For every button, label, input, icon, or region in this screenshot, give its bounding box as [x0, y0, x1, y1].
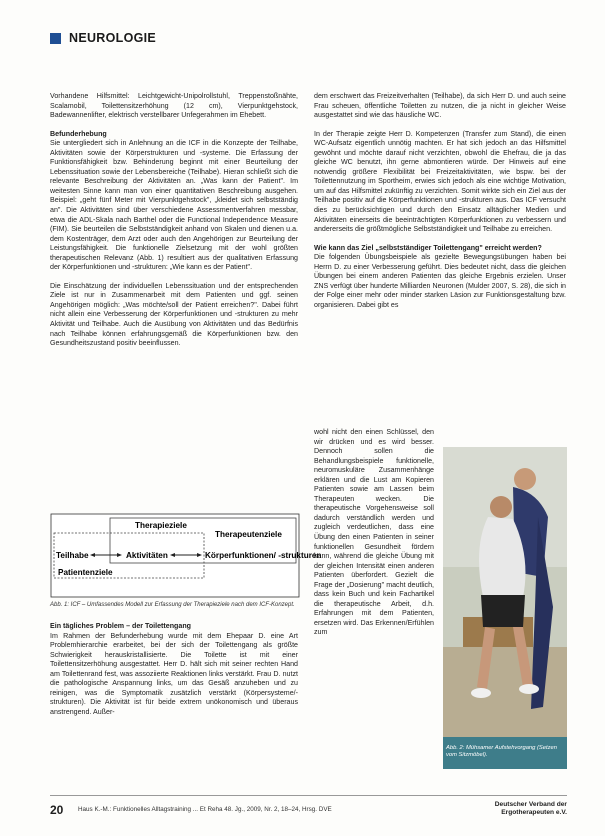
figure-2-caption: Abb. 2: Mühsamer Aufstehvorgang (Setzen vom Sitzmöbel).: [446, 745, 557, 758]
koerperfunktionen-label: Körperfunktionen/ -strukturen: [205, 551, 322, 560]
patientenziele-label: Patientenziele: [58, 568, 113, 577]
body-paragraph: Die Einschätzung der individuellen Lebenssituation und der entsprechenden Ziele ist nur in Zusammenarbeit mit dem Patienten und ggf. seinen Angehörigen möglich: „Was möchte/soll der Patient erreichen?". Dabei führt nicht allein eine Verbesserung der Körperfunktionen und -strukturen zu mehr Aktivität und Teilhabe. Auch die Ausübung von Aktivitäten und das Bedürfnis nach Teilhabe können erfahrungsgemäß die Körperfunktionen bzw. den Gesundheitszustand positiv beeinflussen.: [50, 281, 298, 348]
icf-goals-diagram: [50, 513, 322, 598]
right-column: [314, 92, 566, 319]
wrapped-paragraph: wohl nicht den einen Schlüssel, den wir drücken und es wird besser. Dennoch sollen die Behandlungsbeispiele funktionelle, neuromuskuläre Zusammenhänge erklären und die Lust am Kopieren Patienten sowie am Lassen beim Therapeuten wecken. Die therapeutische Vorgehensweise soll dadurch verständlich werden und zugleich verdeutlichen, dass eine Übung den einen Patienten in seiner funktionellen Gesundheit fördern kann, während die gleiche Übung mit der gleichen Intensität einen anderen Patienten überfordert. Gezielt die Frage der „Dosierung" macht deutlich, dass kein Buch und kein Fachartikel die therapeutische Arbeit, d.h. Erfahrungen mit dem Patienten, ersetzen wird. Das Erkennen/Erfühlen zum: [314, 428, 434, 637]
publisher-brand: Deutscher Verband der Ergotherapeuten e.V.: [494, 801, 567, 816]
body-paragraph: In der Therapie zeigte Herr D. Kompetenzen (Transfer zum Stand), die einen WC-Aufsatz eigentlich unnötig machten. Er hat sich jedoch an das Hilfsmittel gewöhnt und möchte darauf nicht verzichten, obwohl die Ehefrau, die ja das gleiche WC benutzt, ihn gerne abmontieren würde. Der Hinweis auf eine notwendig größere Flexibilität bei Freizeitaktivitäten, wie bspw. bei der Toilettennutzung im Sportheim, erwies sich jedoch als eine wichtige Motivation, um auf das Hilfsmittel zukünftig zu verzichten. Somit wirkte sich ein Ziel aus der Teilhabe positiv auf die Körperfunktionen und -strukturen aus. Das ICF versucht dies zu berücksichtigen und durch den Einsatz alltäglicher Medien und Aktivitäten einerseits die beeinträchtigten Körperfunktionen zu verbessern und andererseits die größtmögliche Selbstständigkeit und Teilhabe zu erreichen.: [314, 129, 566, 234]
therapy-photo: [443, 447, 567, 769]
left-column-bottom: [50, 622, 298, 726]
body-paragraph: dem erschwert das Freizeitverhalten (Teilhabe), da sich Herr D. und auch seine Frau scheuen, öffentliche Toiletten zu nutzen, die ja nicht in gleicher Weise ausgestattet sind wie das häusliche WC.: [314, 92, 566, 120]
heading-ziel: Wie kann das Ziel „selbstständiger Toilettengang" erreicht werden?: [314, 243, 542, 252]
therapieziele-label: Therapieziele: [135, 521, 187, 530]
body-paragraph: Im Rahmen der Befunderhebung wurde mit dem Ehepaar D. eine Art Problemhierarchie erarbeitet, bei der sich der Toilettengang als größte Schwierigkeit herauskristallisierte. Die Toilette ist mit einer Toilettensitzerhöhung ausgestattet. Herr D. hält sich mit seiner rechten Hand am Toilettenrand fest, was assoziierte Reaktionen links verstärkt. Frau D. nutzt die pathologische Anspannung links, um das Gesäß anzuheben und zu reinigen, was die Symptomatik zusätzlich verstärkt (Körpersysteme/-strukturen). Die Aktivität ist für beide extrem unökonomisch und überaus anstrengend. Außer-: [50, 631, 298, 716]
left-column-top: [50, 92, 298, 358]
page-number: 20: [50, 803, 64, 817]
therapy-photo-illustration: [443, 447, 567, 769]
heading-befunderhebung: Befunderhebung: [50, 129, 107, 138]
body-paragraph: Sie untergliedert sich in Anlehnung an die ICF in die Konzepte der Teilhabe, Aktivitäten sowie der Körperstrukturen und -systeme. Die Erfassung der Funktionsfähigkeit bzw. Behinderung beginnt mit einer Beurteilung der Lebenssituation sowie der Lebensbereiche (Teilhabe). Hieran schließt sich die relevante Beschreibung der Aktivitäten an. „Was kann der Patient". Im weitesten Sinne kann man von einer quantitativen Beschreibung ausgehen. Beispiel: „geht fünf Meter mit Vierpunktgehstock", „kleidet sich selbstständig an". Die Aktivitäten sind über verschiedene Assessmentverfahren messbar, etwa die ADL-Skala nach Barthel oder die Functional Independence Measure (FIM). Sie beurteilen die Selbstständigkeit anhand von Skalen und dienen u.a. dem Kostenträger, dem Arzt oder auch den Angehörigen zur Beurteilung der Leistungsfähigkeit. Die funktionelle Zielsetzung mit der wohl größten therapeutischen Relevanz (Abb. 1) resultiert aus der qualitativen Erfassung der Körperfunktionen und -strukturen: „Wie kann es der Patient".: [50, 139, 298, 272]
section-header: [50, 31, 156, 45]
body-paragraph: Die folgenden Übungsbeispiele als gezielte Bewegungsübungen haben bei Herrn D. zu einer Verbesserung geführt. Dies bedeutet nicht, dass die gleichen Übungen bei einem anderen Patienten das gleiche Ergebnis erzielen. Unser ZNS verfügt über hunderte Milliarden Neuronen (Mulder 2007, S. 28), die sich in der Folge einer mehr oder minder starken Läsion zur Funktionsgestaltung bzw. organisieren. Dabei gibt es: [314, 253, 566, 309]
footer-divider: [50, 795, 567, 796]
section-marker-icon: [50, 33, 61, 44]
therapeutenziele-label: Therapeutenziele: [215, 530, 282, 539]
figure-1-caption: Abb. 1: ICF – Umfassendes Modell zur Erfassung der Therapieziele nach dem ICF-Konzept.: [50, 602, 295, 608]
heading-toilettengang: Ein tägliches Problem – der Toilettengang: [50, 622, 191, 630]
citation: Haus K.-M.: Funktionelles Alltagstraining ... Et Reha 48. Jg., 2009, Nr. 2, 18–24, Hrsg. DVE: [78, 806, 332, 813]
section-title: NEUROLOGIE: [69, 31, 157, 45]
aktivitaeten-label: Aktivitäten: [126, 551, 168, 560]
teilhabe-label: Teilhabe: [56, 551, 89, 560]
intro-paragraph: Vorhandene Hilfsmittel: Leichtgewicht-Unipolrollstuhl, Treppenstoßnähte, Scalamobil, Toilettensitzerhöhung (12 cm), Vierpunktgehstock, Badewannenlifter, elektrisch verstellbarer Unfegerahmen im Ehebett.: [50, 92, 298, 120]
